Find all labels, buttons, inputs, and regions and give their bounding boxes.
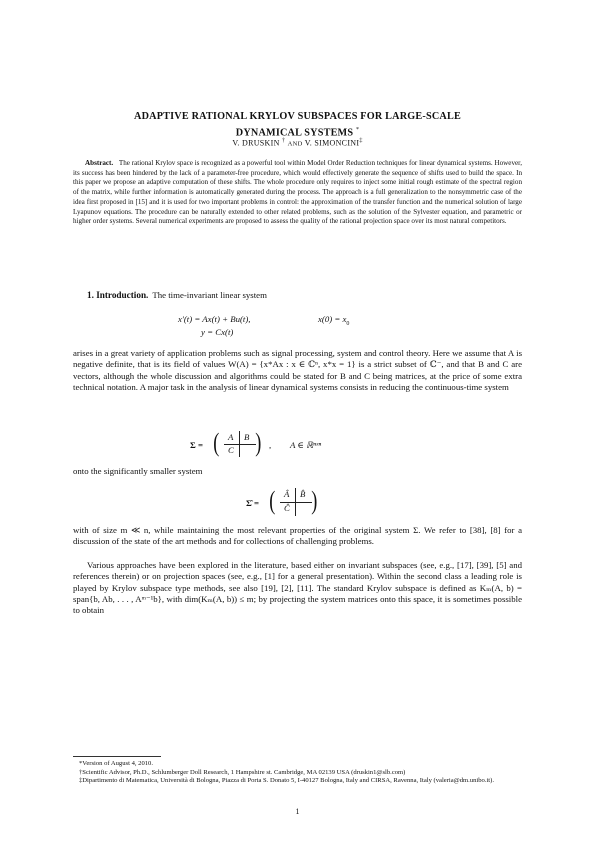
title-line-2: DYNAMICAL SYSTEMS bbox=[235, 126, 354, 138]
equation-initial-condition bbox=[318, 314, 349, 327]
author-2-mark: ‡ bbox=[359, 138, 363, 144]
author-1: V. DRUSKIN bbox=[232, 138, 280, 148]
paragraph-3: with of size m ≪ n, while maintaining the most relevant properties of the original system Σ. We refer to [38], [8] for a discussion of the state of the art methods and for collections of challenging problems. bbox=[73, 525, 522, 547]
eq3-left-paren: ( bbox=[269, 486, 276, 515]
title-line-1: ADAPTIVE RATIONAL KRYLOV SUBSPACES FOR LARGE-SCALE bbox=[134, 111, 461, 122]
eq2-right-paren: ) bbox=[255, 428, 262, 457]
footnote-rule bbox=[73, 756, 161, 757]
eq1-line1-lhs: x′(t) = Ax(t) + Bu(t), bbox=[178, 314, 251, 324]
equation-state-space bbox=[178, 314, 251, 324]
eq3-cell-a: Â bbox=[284, 489, 290, 499]
paper-title bbox=[60, 111, 535, 139]
page-number: 1 bbox=[295, 807, 300, 816]
authors-and: AND bbox=[287, 140, 303, 148]
equation-system-matrix bbox=[190, 430, 390, 460]
eq1-line2: y = Cx(t) bbox=[201, 327, 234, 337]
author-2: V. SIMONCINI bbox=[304, 138, 360, 148]
paragraph-1: arises in a great variety of application problems such as signal processing, system and control theory. Here we assume that A is negative definite, that is its field of values W(A) = {x*Ax : x ∈ ℂⁿ, x*x = 1} is a strict subset of ℂ⁻, and that B and C are vectors, although the whole discussion and algorithms could be stated for B and C being matrices, at the price of some extra technical notation. A major task in the analysis of linear dynamical systems consists in reducing the continuous-time system bbox=[73, 348, 522, 392]
eq1-line1-rhs-sub: 0 bbox=[346, 320, 350, 327]
eq2-cell-b: B bbox=[244, 432, 250, 442]
author-1-mark: † bbox=[281, 138, 286, 144]
eq3-divider-h bbox=[280, 502, 312, 503]
abstract-label: Abstract. bbox=[85, 159, 114, 167]
eq1-line1-rhs: x(0) = x bbox=[318, 314, 347, 324]
section-heading: 1. Introduction. bbox=[87, 290, 149, 300]
eq2-condition: A ∈ ℝⁿˣⁿ bbox=[290, 440, 322, 450]
section-1-intro bbox=[73, 290, 522, 301]
eq3-lhs: Σ̂ = bbox=[246, 498, 259, 508]
eq2-lhs: Σ = bbox=[190, 440, 203, 450]
eq2-cell-a: A bbox=[228, 432, 234, 442]
footnote-3: ‡Dipartimento di Matematica, Università di Bologna, Piazza di Porta S. Donato 5, I-40127 Bologna, Italy and CIRSA, Ravenna, Italy (valeria@dm.unibo.it). bbox=[79, 777, 494, 784]
title-footnote-mark: * bbox=[356, 126, 360, 133]
equation-output bbox=[201, 327, 233, 337]
footnotes bbox=[73, 760, 522, 786]
section-lead: The time-invariant linear system bbox=[152, 290, 267, 300]
paragraph-4: Various approaches have been explored in the literature, based either on invariant subspaces (see, e.g., [17], [39], [5] and references therein) or on projection spaces (see, e.g., [1] for a general presentation). Within the second class a leading role is played by Krylov subspace type methods, see also [19], [2], [11]. The standard Krylov subspace is defined as Kₘ(A, b) = span{b, Ab, . . . , Aᵐ⁻¹b}, with dim(Kₘ(A, b)) ≤ m; by projecting the system matrices onto this space, it is sometimes possible to obtain bbox=[73, 560, 522, 616]
authors-line bbox=[60, 138, 535, 148]
eq2-divider-h bbox=[224, 444, 256, 445]
footnote-1: *Version of August 4, 2010. bbox=[79, 760, 153, 767]
footnote-2: †Scientific Advisor, Ph.D., Schlumberger Doll Research, 1 Hampshire st. Cambridge, MA 02139 USA (druskin1@slb.com) bbox=[79, 768, 406, 776]
paragraph-2: onto the significantly smaller system bbox=[73, 466, 203, 476]
eq3-cell-c: Ĉ bbox=[284, 503, 290, 513]
eq2-left-paren: ( bbox=[213, 428, 220, 457]
eq2-cell-c: C bbox=[228, 445, 234, 455]
abstract bbox=[73, 159, 522, 227]
equation-reduced-system bbox=[246, 486, 366, 520]
eq3-right-paren: ) bbox=[311, 486, 318, 515]
eq3-cell-b: B̂ bbox=[300, 489, 306, 499]
abstract-text: The rational Krylov space is recognized as a powerful tool within Model Order Reduction techniques for linear dynamical systems. However, its success has been hindered by the lack of a parameter-free procedure, which would effectively generate the sequence of shifts used to build the space. In this paper we propose an adaptive computation of these shifts. The whole procedure only requires to inject some initial rough estimate of the spectral region of the matrix, while further information is automatically generated during the process. The approach is a full generalization to the nonsymmetric case of the idea first proposed in [15] and it is used for two important problems in control: the approximation of the transfer function and the numerical solution of large Lyapunov equations. The procedure can be naturally extended to other related problems, such as the solution of the Sylvester equation, and parametric or higher order systems. Several numerical experiments are proposed to assess the quality of the rational projection space over its most natural competitors. bbox=[73, 159, 522, 226]
eq2-tail: , bbox=[269, 440, 272, 450]
